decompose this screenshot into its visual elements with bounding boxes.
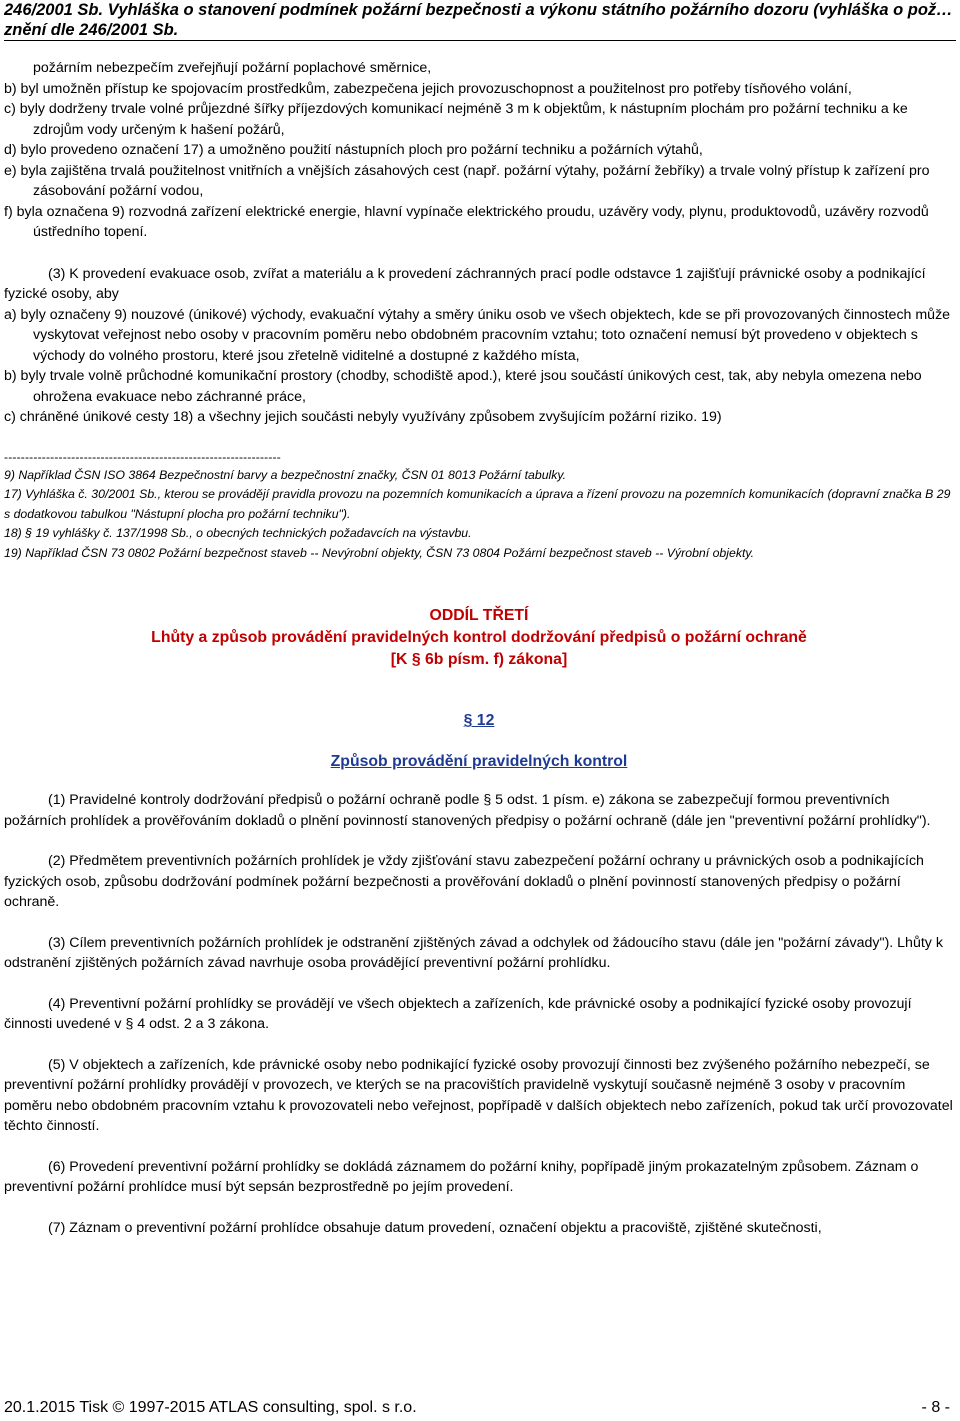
- list-item: e) byla zajištěna trvalá použitelnost vnitřních a vnějších zásahových cest (např. požární výtahy, požární žebříky) a trvale volný přístup k zařízení pro zásobování požární vodou,: [4, 162, 930, 199]
- paragraph: (1) Pravidelné kontroly dodržování předpisů o požární ochraně podle § 5 odst. 1 písm. e) zákona se zabezpečují formou preventivních požárních prohlídek a prověřováním dokladů o plnění povinností stanovených předpisy o požární ochraně (dále jen "preventivní požární prohlídky").: [4, 792, 931, 829]
- footnote-17: 17) Vyhláška č. 30/2001 Sb., kterou se provádějí pravidla provozu na pozemních komunikacích a úprava a řízení provozu na pozemních komunikacích (dopravní značka B 29 s dodatkovou tabulkou "Nástupní plocha pro požární techniku").: [4, 487, 951, 521]
- document-title-line-2: znění dle 246/2001 Sb.: [4, 21, 179, 39]
- paragraph: (7) Záznam o preventivní požární prohlídce obsahuje datum provedení, označení objektu a pracoviště, zjištěné skutečnosti,: [48, 1219, 822, 1236]
- document-body: [4, 58, 954, 1238]
- paragraph: (5) V objektech a zařízeních, kde právnické osoby nebo podnikající fyzické osoby provozují činnosti bez zvýšeného požárního nebezpečí, se preventivní požární prohlídky provádějí v provozech, ve kterých se na pracovištích pravidelně vyskytují současně nejméně 3 osoby v pracovním poměru nebo obdobném pracovním vztahu k provozovateli nebo veřejnost, popřípadě v dalších objektech nebo zařízeních, pokud tak určí provozovatel těchto činností.: [4, 1056, 953, 1134]
- list-item: požárním nebezpečím zveřejňují požární poplachové směrnice,: [33, 60, 432, 76]
- list-item: c) byly dodrženy trvale volné průjezdné šířky příjezdových komunikací nejméně 3 m k objektům, k nástupním plochám pro požární techniku a ke zdrojům vody určeným k hašení požárů,: [4, 101, 908, 138]
- page-number: - 8 -: [921, 1399, 950, 1416]
- footnote-19: 19) Například ČSN 73 0802 Požární bezpečnost staveb -- Nevýrobní objekty, ČSN 73 0804 Požární bezpečnost staveb -- Výrobní objekty.: [4, 545, 755, 560]
- footnotes: [4, 466, 954, 564]
- page-header: [4, 0, 956, 40]
- part-heading: [4, 605, 954, 671]
- header-divider: [4, 40, 956, 41]
- list-item: a) byly označeny 9) nouzové (únikové) východy, evakuační výtahy a směry úniku osob ve všech objektech, kde se při provozovaných činnostech může vyskytovat veřejnost nebo osoby v pracovním poměru nebo obdobném pracovním vztahu; toto označení nemusí být provedeno v objektech s východy do volného prostoru, které jsou zřetelně viditelné a dostupné z každého místa,: [4, 306, 951, 364]
- paragraph-3: (3) K provedení evakuace osob, zvířat a materiálu a k provedení záchranných prací podle odstavce 1 zajišťují právnické osoby a podnikající fyzické osoby, aby: [4, 265, 926, 302]
- list-item: c) chráněné únikové cesty 18) a všechny jejich součásti nebyly využívány způsobem zvyšujícím požární riziko. 19): [4, 409, 722, 425]
- list-item: f) byla označena 9) rozvodná zařízení elektrické energie, hlavní vypínače elektrického proudu, uzávěry vody, plynu, produktovodů, uzávěry rozvodů ústředního topení.: [4, 203, 929, 240]
- paragraph: (4) Preventivní požární prohlídky se provádějí ve všech objektech a zařízeních, kde právnické osoby a podnikající fyzické osoby provozují činnosti uvedené v § 4 odst. 2 a 3 zákona.: [4, 995, 912, 1032]
- paragraph: (2) Předmětem preventivních požárních prohlídek je vždy zjišťování stavu zabezpečení požární ochrany u právnických osob a podnikajících fyzických osob, způsobu dodržování podmínek požární bezpečnosti a prověřování dokladů o plnění povinností stanovených předpisy o požární ochraně.: [4, 853, 924, 910]
- list-item: d) bylo provedeno označení 17) a umožněno použití nástupních ploch pro požární techniku a požárních výtahů,: [4, 142, 703, 158]
- paragraph: (6) Provedení preventivní požární prohlídky se dokládá záznamem do požární knihy, popřípadě jiným prokazatelným způsobem. Záznam o preventivní požární prohlídce musí být sepsán bezprostředně po jejím provedení.: [4, 1158, 919, 1195]
- document-title-line-1: 246/2001 Sb. Vyhláška o stanovení podmínek požární bezpečnosti a výkonu státního požárního dozoru (vyhláška o pož…: [4, 1, 953, 19]
- part-reference: [K § 6b písm. f) zákona]: [390, 651, 568, 668]
- part-title: Lhůty a způsob provádění pravidelných kontrol dodržování předpisů o požární ochraně: [151, 629, 807, 646]
- section-title: Způsob provádění pravidelných kontrol: [330, 752, 628, 770]
- footnote-9: 9) Například ČSN ISO 3864 Bezpečnostní barvy a bezpečnostní značky, ČSN 01 8013 Požární tabulky.: [4, 467, 567, 482]
- print-info: 20.1.2015 Tisk © 1997-2015 ATLAS consulting, spol. s r.o.: [4, 1399, 417, 1416]
- footnote-18: 18) § 19 vyhlášky č. 137/1998 Sb., o obecných technických požadavcích na výstavbu.: [4, 526, 472, 540]
- list-item: b) byl umožněn přístup ke spojovacím prostředkům, zabezpečena jejich provozuschopnost a použitelnost pro potřeby tísňového volání,: [4, 80, 852, 97]
- paragraph: (3) Cílem preventivních požárních prohlídek je odstranění zjištěných závad a odchylek od žádoucího stavu (dále jen "požární závady"). Lhůty k odstranění zjištěných požárních závad navrhuje osoba provádějící preventivní požární prohlídku.: [4, 934, 943, 971]
- section-number-link[interactable]: § 12: [463, 712, 495, 729]
- footnote-divider: ------------------------------------------------------------------: [4, 449, 281, 464]
- list-item: b) byly trvale volně průchodné komunikační prostory (chodby, schodiště apod.), které jsou součástí únikových cest, tak, aby nebyla omezena nebo ohrožena evakuace nebo záchranné práce,: [4, 368, 922, 405]
- part-label: ODDÍL TŘETÍ: [429, 607, 529, 624]
